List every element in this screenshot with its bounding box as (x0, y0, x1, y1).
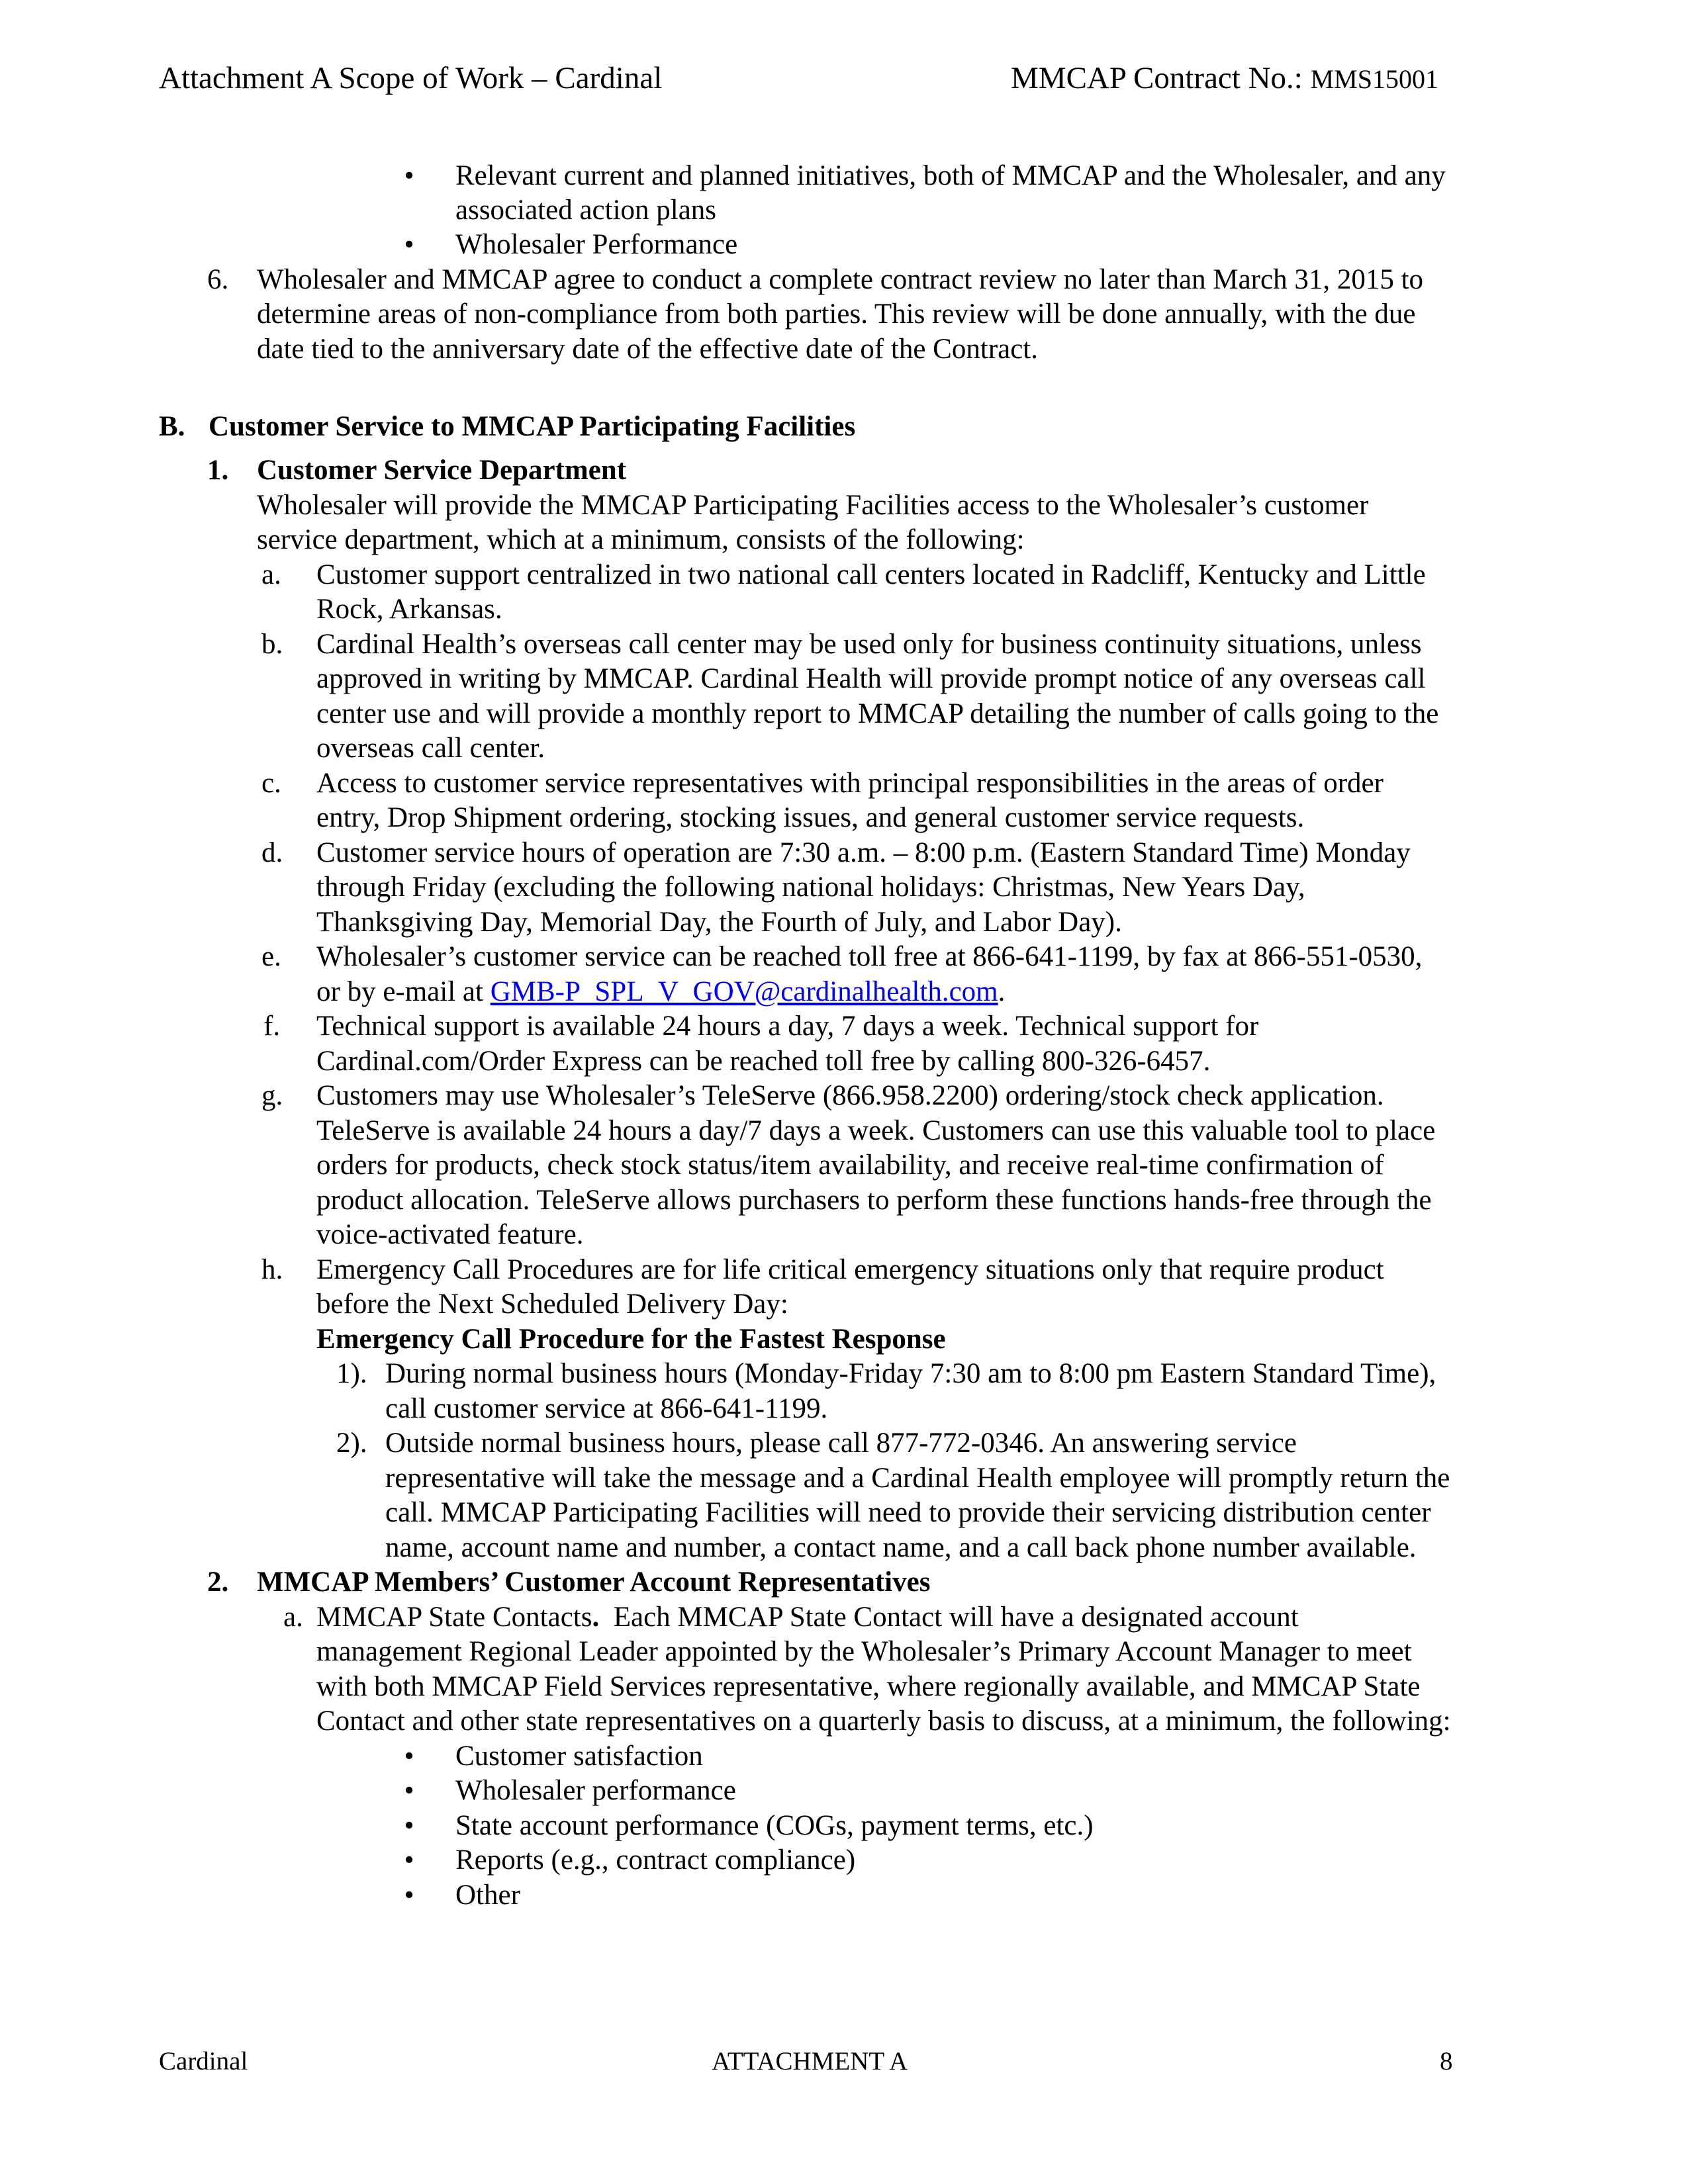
item-c-line-2: entry, Drop Shipment ordering, stocking issues, and general customer service requests. (316, 802, 1305, 833)
item-e-line-2 (316, 975, 1005, 1010)
item-g-line-2: TeleServe is available 24 hours a day/7 days a week. Customers can use this valuable tool to place (316, 1115, 1436, 1146)
item-h-line-1: Emergency Call Procedures are for life critical emergency situations only that require product (316, 1254, 1384, 1285)
item6-line-3: date tied to the anniversary date of the effective date of the Contract. (257, 334, 1039, 365)
item-a-line-1: Customer support centralized in two national call centers located in Radcliff, Kentucky and Little (316, 559, 1426, 590)
item-d-label: d. (261, 837, 283, 868)
emergency-title: Emergency Call Procedure for the Fastest Response (316, 1324, 946, 1355)
footer-center: ATTACHMENT A (712, 2047, 908, 2075)
emergency-step-1-line-2: call customer service at 866-641-1199. (385, 1393, 828, 1424)
emergency-step-1-line-1: During normal business hours (Monday-Friday 7:30 am to 8:00 pm Eastern Standard Time), (385, 1358, 1436, 1389)
emergency-step-2-number: 2). (336, 1428, 367, 1459)
section-b-letter: B. (159, 411, 185, 442)
item-g-line-3: orders for products, check stock status/item availability, and receive real-time confirmation of (316, 1150, 1384, 1181)
item-g-line-4: product allocation. TeleServe allows purchasers to perform these functions hands-free through the (316, 1185, 1432, 1216)
section-b-title: Customer Service to MMCAP Participating Facilities (209, 411, 856, 442)
item-d-line-2: through Friday (excluding the following national holidays: Christmas, New Years Day, (316, 872, 1305, 903)
contract-label: MMCAP Contract No.: (1011, 61, 1303, 95)
sub1-title: Customer Service Department (257, 455, 627, 486)
item-e-label: e. (261, 941, 281, 972)
item-b-line-1: Cardinal Health’s overseas call center may be used only for business continuity situations, unless (316, 629, 1422, 660)
item-e-line-1: Wholesaler’s customer service can be reached toll free at 866-641-1199, by fax at 866-551-0530, (316, 941, 1423, 972)
item-c-label: c. (261, 768, 281, 799)
emergency-step-2-line-3: call. MMCAP Participating Facilities will need to provide their servicing distribution center (385, 1497, 1431, 1528)
bullet-icon: • (404, 229, 414, 260)
item-b-line-4: overseas call center. (316, 733, 545, 764)
sub2-bullet-2: Wholesaler performance (455, 1775, 736, 1806)
item-e-email-prefix: or by e-mail at (316, 976, 491, 1007)
item-h-line-2: before the Next Scheduled Delivery Day: (316, 1289, 788, 1320)
sub2-bullet-4: Reports (e.g., contract compliance) (455, 1844, 856, 1876)
item-b-line-2: approved in writing by MMCAP. Cardinal Health will provide prompt notice of any overseas call (316, 663, 1426, 694)
item-h-label: h. (261, 1254, 283, 1285)
bullet-icon: • (404, 1741, 414, 1772)
item-g-line-5: voice-activated feature. (316, 1219, 584, 1250)
item-d-line-1: Customer service hours of operation are 7:30 a.m. – 8:00 p.m. (Eastern Standard Time) Monday (316, 837, 1411, 868)
sub2-a-label: a. (283, 1602, 303, 1633)
item-f-line-1: Technical support is available 24 hours a day, 7 days a week. Technical support for (316, 1011, 1259, 1042)
item-b-label: b. (261, 629, 283, 660)
item-b-line-3: center use and will provide a monthly report to MMCAP detailing the number of calls going to the (316, 698, 1439, 729)
item-f-label: f. (263, 1011, 281, 1042)
bullet-icon: • (404, 1844, 414, 1876)
email-link[interactable]: GMB-P_SPL_V_GOV@cardinalhealth.com (490, 976, 998, 1007)
sub2-title: MMCAP Members’ Customer Account Representatives (257, 1567, 931, 1598)
sub2-a-line-2: management Regional Leader appointed by the Wholesaler’s Primary Account Manager to meet (316, 1636, 1412, 1667)
sub2-a-lead-punct: . (592, 1602, 600, 1633)
sub1-intro-line-1: Wholesaler will provide the MMCAP Participating Facilities access to the Wholesaler’s customer (257, 490, 1369, 521)
sub2-bullet-1: Customer satisfaction (455, 1741, 703, 1772)
sub2-bullet-5: Other (455, 1880, 520, 1911)
emergency-step-2-line-1: Outside normal business hours, please call 877-772-0346. An answering service (385, 1428, 1297, 1459)
item-e-email-suffix: . (998, 976, 1006, 1007)
item6-line-2: determine areas of non-compliance from both parties. This review will be done annually, with the due (257, 298, 1416, 330)
top-bullet-1-line-1: Relevant current and planned initiatives, both of MMCAP and the Wholesaler, and any (455, 160, 1446, 191)
contract-number: MMS15001 (1310, 64, 1438, 94)
emergency-step-1-number: 1). (336, 1358, 367, 1389)
page-header-right (1011, 58, 1438, 99)
sub1-intro-line-2: service department, which at a minimum, consists of the following: (257, 524, 1025, 555)
page-number: 8 (1440, 2047, 1453, 2075)
sub2-a-line-4: Contact and other state representatives on a quarterly basis to discuss, at a minimum, the following: (316, 1706, 1451, 1737)
item6-number: 6. (207, 264, 229, 295)
page-header-left: Attachment A Scope of Work – Cardinal (159, 61, 663, 95)
sub2-a-line-1 (316, 1600, 1299, 1635)
sub2-a-lead: MMCAP State Contacts (316, 1602, 592, 1633)
sub2-a-line-3: with both MMCAP Field Services representative, where regionally available, and MMCAP State (316, 1671, 1421, 1702)
bullet-icon: • (404, 1880, 414, 1911)
emergency-step-2-line-2: representative will take the message and a Cardinal Health employee will promptly return the (385, 1463, 1450, 1494)
item-f-line-2: Cardinal.com/Order Express can be reached toll free by calling 800-326-6457. (316, 1046, 1211, 1077)
bullet-icon: • (404, 1810, 414, 1841)
item-g-label: g. (261, 1080, 283, 1111)
item6-line-1: Wholesaler and MMCAP agree to conduct a complete contract review no later than March 31, 2015 to (257, 264, 1424, 295)
sub1-number: 1. (207, 455, 229, 486)
sub2-bullet-3: State account performance (COGs, payment terms, etc.) (455, 1810, 1094, 1841)
item-a-label: a. (261, 559, 281, 590)
sub2-number: 2. (207, 1567, 229, 1598)
top-bullet-1-line-2: associated action plans (455, 195, 717, 226)
bullet-icon: • (404, 1775, 414, 1806)
item-g-line-1: Customers may use Wholesaler’s TeleServe (866.958.2200) ordering/stock check application. (316, 1080, 1384, 1111)
item-c-line-1: Access to customer service representatives with principal responsibilities in the areas of order (316, 768, 1383, 799)
bullet-icon: • (404, 160, 414, 191)
emergency-step-2-line-4: name, account name and number, a contact name, and a call back phone number available. (385, 1532, 1417, 1563)
sub2-a-first-rest: Each MMCAP State Contact will have a designated account (599, 1602, 1299, 1633)
footer-left: Cardinal (159, 2047, 248, 2075)
item-a-line-2: Rock, Arkansas. (316, 594, 502, 625)
item-d-line-3: Thanksgiving Day, Memorial Day, the Fourth of July, and Labor Day). (316, 907, 1122, 938)
top-bullet-2: Wholesaler Performance (455, 229, 738, 260)
